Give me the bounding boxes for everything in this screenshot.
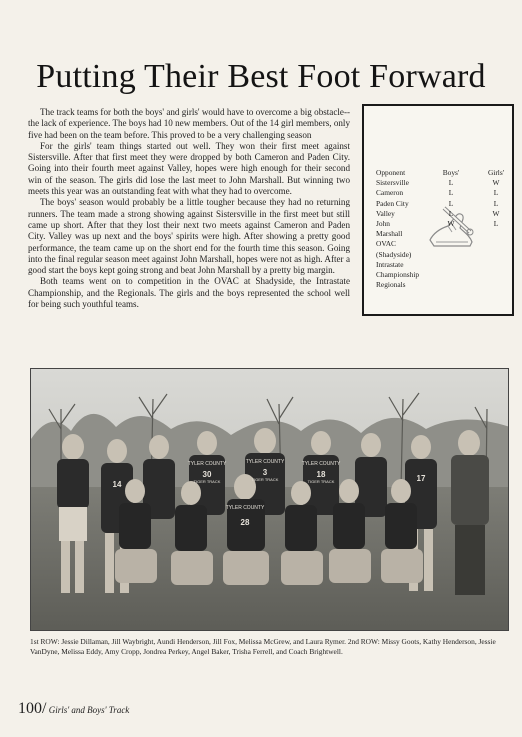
girls-results-column xyxy=(486,168,506,229)
opponent-header: Opponent xyxy=(376,168,406,177)
boys-result: L xyxy=(448,198,454,208)
section-name: Girls' and Boys' Track xyxy=(46,705,130,715)
opponent-name: Cameron xyxy=(376,188,404,198)
girls-result: W xyxy=(492,208,500,218)
team-photo-illustration xyxy=(31,369,509,631)
page-number: 100 xyxy=(18,700,42,717)
opponent-name: Intrastate xyxy=(376,259,404,269)
uniform-text: TYLER COUNTY xyxy=(245,459,285,465)
opponent-name: Regionals xyxy=(376,280,406,290)
boys-result: L xyxy=(448,208,454,218)
uniform-number: 28 xyxy=(240,518,250,527)
opponent-name: Marshall xyxy=(376,229,403,239)
uniform-subtext: TIGER TRACK xyxy=(307,479,335,484)
girls-result: W xyxy=(492,178,500,188)
folio-divider: / xyxy=(42,700,47,717)
opponent-name: Paden City xyxy=(376,198,409,208)
opponent-name: John xyxy=(376,219,390,229)
uniform-number: 30 xyxy=(202,470,212,479)
girls-result: L xyxy=(493,188,499,198)
boys-results-column xyxy=(439,168,463,229)
paragraph: The boys' season would probably be a little tougher because they had no returning runners. The team made a strong showing against Sistersville in the first meet but still came up short. After that they lost their next two meets against Cameron and Paden City. Valley was up next and the boys' spirits were high. After showing a pretty good performance, the team came up on the short end for the fourth time this season. Going into the final regular season meet against John Marshall, hopes were not as high. After a good start the boys kept going strong and beat John Marshall by a pretty big margin. xyxy=(28,197,350,276)
boys-result: W xyxy=(447,219,455,229)
opponent-name: Sistersville xyxy=(376,178,409,188)
uniform-number: 3 xyxy=(262,468,268,477)
girls-result: L xyxy=(493,198,499,208)
boys-result: L xyxy=(448,188,454,198)
uniform-subtext: TIGER TRACK xyxy=(251,477,279,482)
article-body xyxy=(28,107,350,310)
uniform-number: 18 xyxy=(316,470,326,479)
uniform-text: TYLER COUNTY xyxy=(225,505,265,511)
page-folio xyxy=(18,700,129,718)
girls-result: L xyxy=(493,219,499,229)
paragraph: Both teams went on to competition in the OVAC at Shadyside, the Intrastate Championship, and the Regionals. The girls and the boys represented the school well for being such youthful teams. xyxy=(28,276,350,310)
page-title: Putting Their Best Foot Forward xyxy=(36,58,486,95)
opponent-name: OVAC xyxy=(376,239,396,249)
season-record-box xyxy=(362,104,514,316)
paragraph: The track teams for both the boys' and girls' would have to overcome a big obstacle--the lack of experience. The boys had 10 new members. Out of the 14 girl members, only five had been on the team before. This proved to be a very challenging season xyxy=(28,107,350,140)
uniform-number: 17 xyxy=(416,474,426,483)
uniform-subtext: TIGER TRACK xyxy=(193,479,221,484)
uniform-number: 14 xyxy=(112,480,122,489)
paragraph: For the girls' team things started out well. They won their first meet against Sistersville. After that first meet they were dropped by both Cameron and Paden City. Going into their fourth meet against Valley, hopes were high enough for their second win of the season. The girls did lose the last meet to John Marshall. But winning two meets this year was an outstanding feat with what they had to overcome. xyxy=(28,140,350,197)
team-photo xyxy=(30,368,509,631)
uniform-text: TYLER COUNTY xyxy=(301,461,341,467)
opponent-name: (Shadyside) xyxy=(376,249,412,259)
opponent-column xyxy=(376,168,419,290)
opponent-name: Valley xyxy=(376,208,395,218)
opponent-name: Championship xyxy=(376,270,420,280)
boys-header: Boys' xyxy=(442,168,460,177)
boys-result: L xyxy=(448,178,454,188)
uniform-text: TYLER COUNTY xyxy=(187,461,227,467)
photo-caption: 1st ROW: Jessie Dillaman, Jill Waybright, Aundi Henderson, Jill Fox, Melissa McGrew, and Laura Rymer. 2nd ROW: Missy Goots, Kathy Henderson, Jessie VanDyne, Melissa Eddy, Amy Cropp, Jondrea Perkey, Angel Baker, Trisha Ferrell, and Coach Brightwell. xyxy=(30,637,496,656)
girls-header: Girls' xyxy=(487,168,505,177)
